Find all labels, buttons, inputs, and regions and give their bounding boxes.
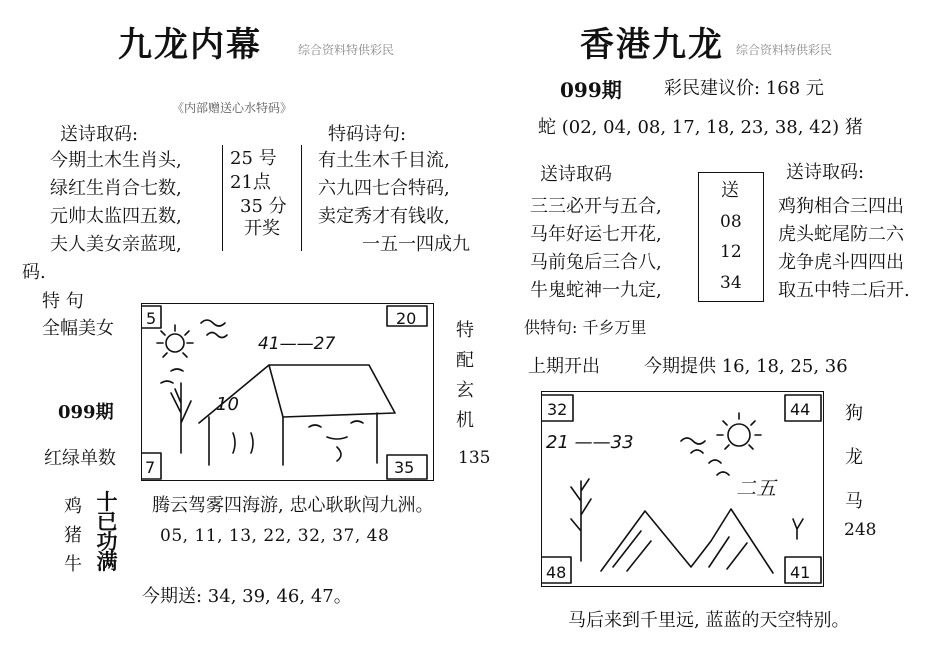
left-poem-line: 腾云驾雾四海游, 忠心耿耿闯九洲。 — [152, 495, 434, 516]
color-label: 红绿单数 — [44, 448, 116, 469]
right-special-poem-1: 鸡狗相合三四出 — [778, 196, 904, 217]
right-special-poem-2: 虎头蛇尾防二六 — [778, 224, 904, 245]
left-special-poem-4: 一五一四成九 — [362, 234, 470, 255]
right-zodiac-column: 狗 龙 马 — [845, 403, 863, 512]
right-poem-line-2: 马年好运七开花, — [530, 224, 662, 245]
right-title: 香港九龙 — [580, 25, 724, 65]
sun-icon — [166, 334, 184, 352]
right-poem-header-right: 送诗取码: — [786, 162, 865, 183]
special-label: 特 句 — [42, 291, 84, 312]
left-poem-header: 送诗取码: — [60, 124, 139, 145]
right-poem-line-4: 牛鬼蛇神一九定, — [530, 280, 662, 301]
left-title-sub: 综合资料特供彩民 — [298, 43, 395, 57]
left-vertical-label: 特 配 玄 机 — [456, 320, 474, 431]
right-poem-header: 送诗取码 — [540, 164, 612, 185]
right-poem-line-3: 马前兔后三合八, — [530, 252, 662, 273]
draw-time-day: 25 号 — [230, 148, 277, 169]
left-corner-bl: 7 — [145, 458, 156, 477]
right-special-poem-4: 取五中特二后开. — [778, 280, 910, 301]
send-box-num-3: 34 — [720, 273, 742, 293]
left-poem-tail: 码. — [22, 262, 46, 283]
left-poem-line-1: 今期土木生肖头, — [50, 150, 182, 171]
right-title-sub: 综合资料特供彩民 — [736, 43, 833, 57]
right-special-poem-3: 龙争虎斗四四出 — [778, 252, 904, 273]
right-issue: 099期 — [560, 78, 622, 102]
right-zodiac-number: 248 — [844, 520, 877, 540]
right-snake-line: 蛇 (02, 04, 08, 17, 18, 23, 38, 42) 猪 — [538, 117, 863, 138]
right-corner-tr: 44 — [790, 400, 811, 419]
left-special-poem-2: 六九四七合特码, — [318, 178, 450, 199]
left-poem-line-4: 夫人美女亲蓝现, — [50, 234, 182, 255]
send-box-num-1: 08 — [720, 212, 742, 232]
left-issue: 099期 — [58, 402, 114, 423]
left-today-send: 今期送: 34, 39, 46, 47。 — [142, 586, 352, 607]
left-zodiac-column: 鸡 猪 牛 — [64, 496, 82, 575]
left-vertical-number: 135 — [458, 448, 491, 468]
left-corner-br: 35 — [394, 458, 415, 477]
left-picture-mark: 10 — [216, 394, 239, 415]
left-special-poem-3: 卖定秀才有钱收, — [318, 206, 450, 227]
right-price: 彩民建议价: 168 元 — [664, 78, 824, 99]
left-corner-tr: 20 — [396, 309, 417, 328]
right-corner-bl: 48 — [546, 563, 567, 582]
left-subtitle: 《内部赠送心水特码》 — [172, 101, 293, 115]
left-phrase-column: 十 已 功 满 — [96, 489, 118, 574]
left-poem-header-right: 特码诗句: — [328, 124, 407, 145]
left-poem-line-2: 绿红生肖合七数, — [50, 178, 182, 199]
left-corner-tl: 5 — [146, 309, 157, 328]
send-box-label: 送 — [721, 180, 739, 201]
last-period-label: 上期开出 — [528, 356, 600, 377]
draw-time-hour: 21点 — [230, 172, 271, 193]
left-poem-line-3: 元帅太监四五数, — [50, 206, 182, 227]
sun-icon — [728, 424, 750, 446]
left-numbers: 05, 11, 13, 22, 32, 37, 48 — [160, 526, 390, 546]
right-bottom-line: 马后来到千里远, 蓝蓝的天空特别。 — [568, 610, 850, 631]
draw-time-open: 开奖 — [244, 218, 280, 239]
right-poem-line-1: 三三必开与五合, — [530, 196, 662, 217]
provide-line: 今期提供 16, 18, 25, 36 — [644, 356, 848, 377]
right-corner-br: 41 — [790, 563, 811, 582]
left-picture-drawing — [141, 303, 435, 482]
left-picture-range: 41——27 — [258, 334, 336, 354]
right-corner-tl: 32 — [547, 400, 568, 419]
draw-time-minute: 35 分 — [240, 196, 287, 217]
special-text: 全幅美女 — [42, 318, 114, 339]
right-picture-drawing — [541, 391, 825, 588]
right-picture-mark: 二五 — [736, 476, 776, 500]
send-box-num-2: 12 — [720, 242, 742, 262]
left-special-poem-1: 有土生木千目流, — [318, 150, 450, 171]
right-picture-range: 21 ——33 — [546, 432, 634, 453]
right-special-line: 供特句: 千乡万里 — [524, 318, 647, 337]
left-title: 九龙内幕 — [118, 25, 262, 65]
